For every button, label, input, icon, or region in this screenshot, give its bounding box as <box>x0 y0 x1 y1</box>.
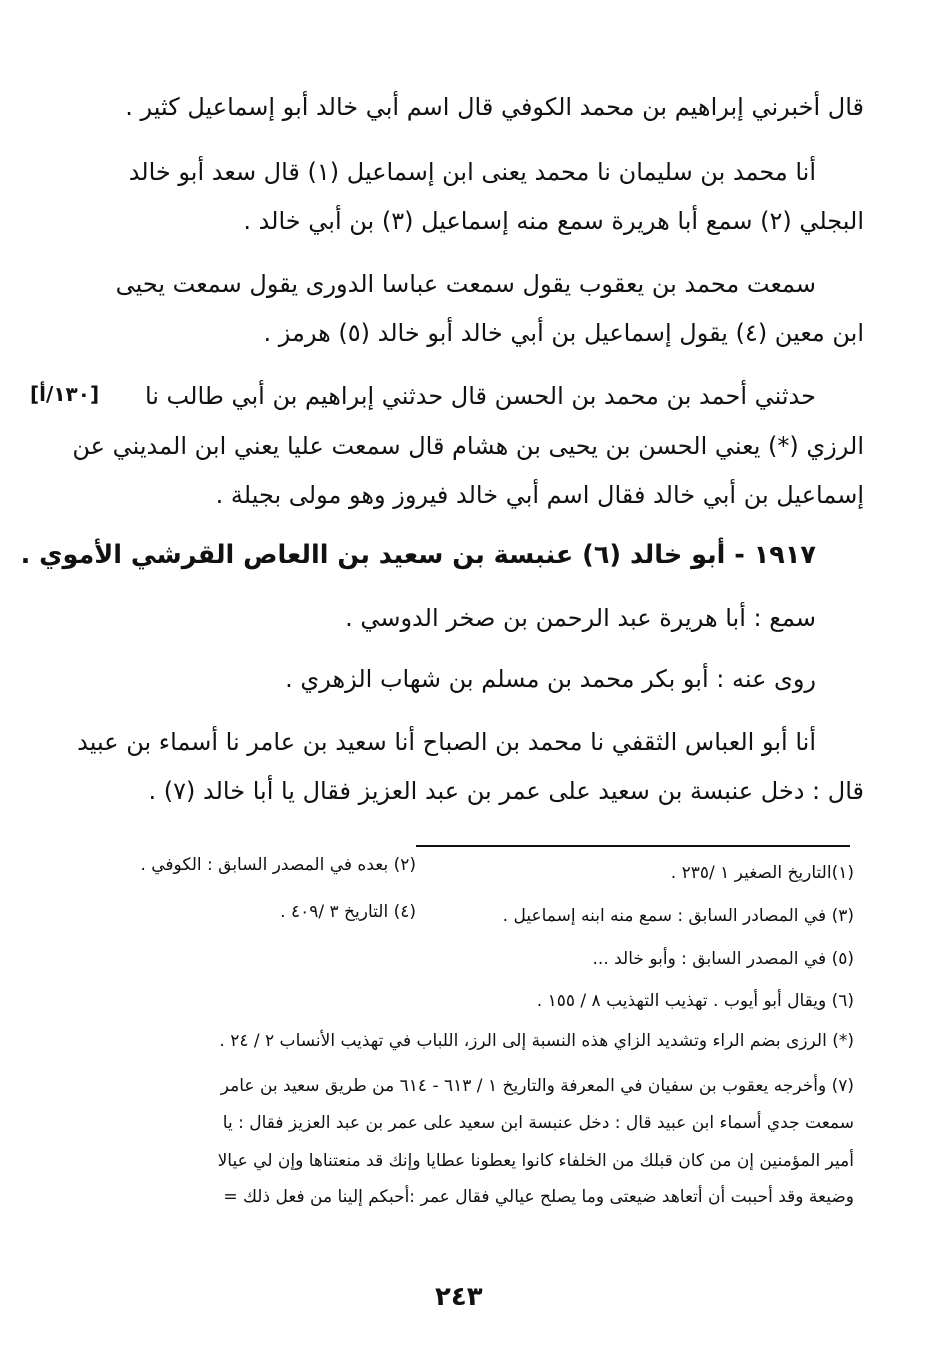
footnote-3: (٣) في المصادر السابق : سمع منه ابنه إسماعيل . <box>502 906 854 926</box>
main-line-7: الرزي (*) يعني الحسن بن يحيى بن هشام قال سمعت عليا يعني ابن المديني عن <box>72 432 864 460</box>
footnote-4: (٤) التاريخ ٣ /٤٠٩ . <box>280 902 416 922</box>
main-line-11: روى عنه : أبو بكر محمد بن مسلم بن شهاب الزهري . <box>285 665 816 693</box>
main-line-10: سمع : أبا هريرة عبد الرحمن بن صخر الدوسي . <box>345 604 816 632</box>
footnote-1: (١)التاريخ الصغير ١ /٢٣٥ . <box>670 863 854 883</box>
footnote-7-line-1: (٧) وأخرجه يعقوب بن سفيان في المعرفة والتاريخ ١ / ٦١٣ - ٦١٤ من طريق سعيد بن عامر <box>220 1076 854 1096</box>
main-line-12: أنا أبو العباس الثقفي نا محمد بن الصباح أنا سعيد بن عامر نا أسماء بن عبيد <box>77 728 816 756</box>
footnote-star: (*) الرزى بضم الراء وتشديد الزاي هذه النسبة إلى الرز، اللباب في تهذيب الأنساب ٢ / ٢٤ . <box>219 1031 854 1051</box>
main-line-1: قال أخبرني إبراهيم بن محمد الكوفي قال اسم أبي خالد أبو إسماعيل كثير . <box>125 93 864 121</box>
main-line-5: ابن معين (٤) يقول إسماعيل بن أبي خالد أبو خالد (٥) هرمز . <box>263 319 864 347</box>
main-line-4: سمعت محمد بن يعقوب يقول سمعت عباسا الدورى يقول سمعت يحيى <box>115 270 816 298</box>
main-line-2: أنا محمد بن سليمان نا محمد يعنى ابن إسماعيل (١) قال سعد أبو خالد <box>128 158 816 186</box>
entry-heading: ١٩١٧ - أبو خالد (٦) عنبسة بن سعيد بن االعاص القرشي الأموي . <box>20 540 816 570</box>
footnote-7-line-4: وضيعة وقد أحببت أن أتعاهد ضيعتى وما يصلح عيالي فقال عمر :أحبكم إلينا من فعل ذلك = <box>223 1187 854 1207</box>
main-line-13: قال : دخل عنبسة بن سعيد على عمر بن عبد العزيز فقال يا أبا خالد (٧) . <box>148 777 864 805</box>
footnote-7-line-3: أمير المؤمنين إن من كان قبلك من الخلفاء كانوا يعطونا عطايا وإنك قد منعتناها وإن لي عيالا <box>217 1151 854 1171</box>
main-line-6: حدثني أحمد بن محمد بن الحسن قال حدثني إبراهيم بن أبي طالب نا <box>144 382 816 410</box>
footnote-separator <box>416 845 850 847</box>
main-line-8: إسماعيل بن أبي خالد فقال اسم أبي خالد فيروز وهو مولى بجيلة . <box>215 481 864 509</box>
footnote-2: (٢) بعده في المصدر السابق : الكوفي . <box>140 855 416 875</box>
page-number: ٢٤٣ <box>435 1282 483 1312</box>
main-line-3: البجلي (٢) سمع أبا هريرة سمع منه إسماعيل (٣) بن أبي خالد . <box>243 207 864 235</box>
margin-folio-reference: [١٣٠/أ] <box>30 382 100 406</box>
footnote-6: (٦) ويقال أبو أيوب . تهذيب التهذيب ٨ / ١٥٥ . <box>536 991 854 1011</box>
footnote-7-line-2: سمعت جدي أسماء ابن عبيد قال : دخل عنبسة ابن سعيد على عمر بن عبد العزيز فقال : يا <box>222 1113 854 1133</box>
footnote-5: (٥) في المصدر السابق : وأبو خالد ... <box>592 949 854 969</box>
